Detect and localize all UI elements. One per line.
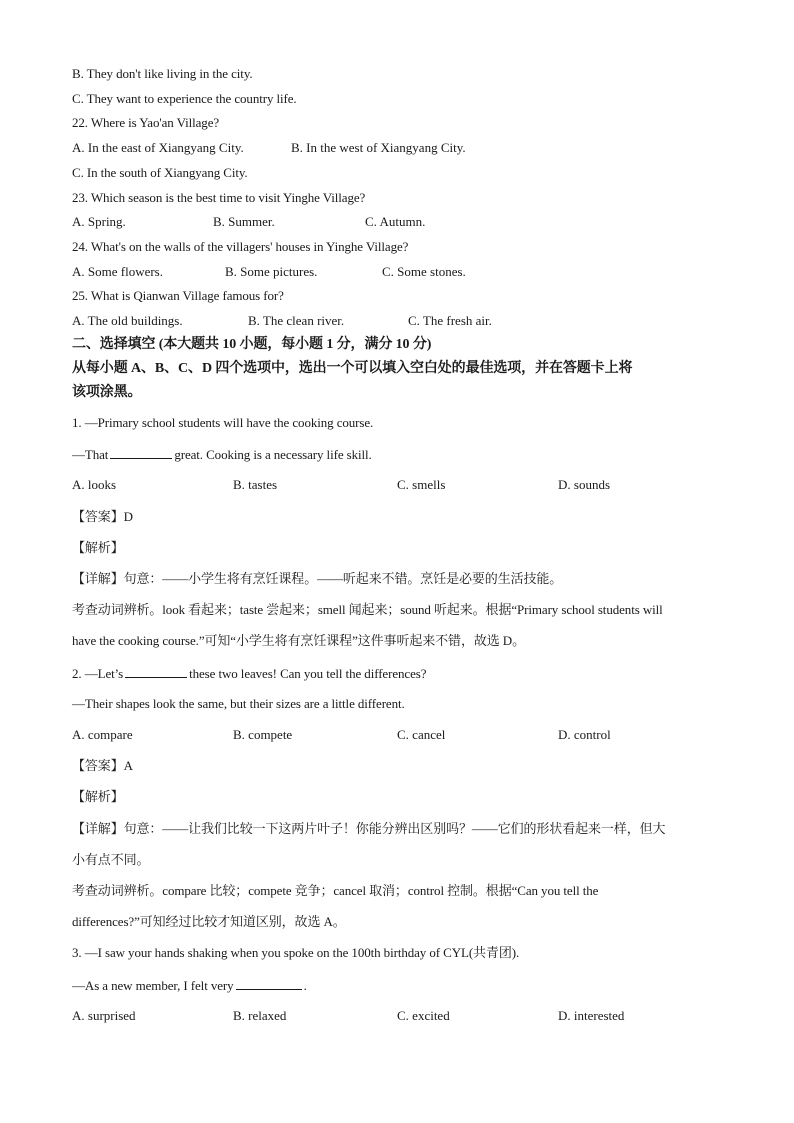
q3-line2-after: . — [303, 978, 307, 993]
q22-option-c: C. In the south of Xiangyang City. — [72, 165, 248, 180]
answer-value: A — [123, 758, 133, 773]
q2-detail-line4: differences?”可知经过比较才知道区别，故选 A。 — [72, 914, 346, 929]
q25-option-c: C. The fresh air. — [408, 313, 492, 328]
q2-option-a: A. compare — [72, 727, 133, 742]
q2-option-c: C. cancel — [397, 727, 446, 742]
answer-blank — [110, 446, 172, 459]
q1-line1: 1. —Primary school students will have the cooking course. — [72, 415, 374, 430]
q25-option-a: A. The old buildings. — [72, 313, 183, 328]
q22-question: 22. Where is Yao'an Village? — [72, 115, 220, 130]
q2-option-d: D. control — [558, 727, 611, 742]
q24-option-c: C. Some stones. — [382, 264, 466, 279]
q1-line2-before: —That — [72, 447, 109, 462]
q2-analysis-label: 【解析】 — [72, 789, 124, 804]
q1-detail-line1: 【详解】句意：——小学生将有烹饪课程。——听起来不错。烹饪是必要的生活技能。 — [72, 571, 563, 586]
q22-option-b: B. In the west of Xiangyang City. — [291, 140, 466, 155]
q24-option-a: A. Some flowers. — [72, 264, 163, 279]
q1-option-a: A. looks — [72, 477, 117, 492]
q3-option-d: D. interested — [558, 1008, 625, 1023]
q2-detail-line2: 小有点不同。 — [72, 852, 150, 867]
q25-question: 25. What is Qianwan Village famous for? — [72, 288, 284, 303]
q23-option-a: A. Spring. — [72, 214, 126, 229]
q2-line2: —Their shapes look the same, but their sizes are a little different. — [72, 696, 405, 711]
q2-answer — [72, 758, 133, 774]
answer-label: 【答案】 — [72, 509, 124, 524]
answer-value: D — [123, 509, 133, 524]
q1-option-c: C. smells — [397, 477, 446, 492]
q2-detail-line1: 【详解】句意：——让我们比较一下这两片叶子！你能分辨出区别吗？——它们的形状看起来一样，但大 — [72, 821, 666, 836]
q3-line1: 3. —I saw your hands shaking when you spoke on the 100th birthday of CYL(共青团). — [72, 945, 520, 960]
answer-label: 【答案】 — [72, 758, 124, 773]
q24-question: 24. What's on the walls of the villagers' houses in Yinghe Village? — [72, 239, 409, 254]
q23-option-c: C. Autumn. — [365, 214, 426, 229]
q23-option-b: B. Summer. — [213, 214, 275, 229]
q25-option-b: B. The clean river. — [248, 313, 345, 328]
q1-answer — [72, 509, 133, 525]
q22-option-a: A. In the east of Xiangyang City. — [72, 140, 244, 155]
answer-blank — [236, 977, 302, 990]
q21-option-b: B. They don't like living in the city. — [72, 66, 253, 81]
q3-option-a: A. surprised — [72, 1008, 136, 1023]
q3-line2-before: —As a new member, I felt very — [72, 978, 234, 993]
q2-detail-line3: 考查动词辨析。compare 比较；compete 竞争；cancel 取消；control 控制。根据“Can you tell the — [72, 883, 599, 898]
answer-blank — [125, 665, 187, 678]
q1-line2-after: great. Cooking is a necessary life skill. — [174, 447, 372, 462]
q2-line1 — [72, 665, 426, 682]
q23-question: 23. Which season is the best time to visit Yinghe Village? — [72, 190, 366, 205]
q1-detail-line3: have the cooking course.”可知“小学生将有烹饪课程”这件事听起来不错，故选 D。 — [72, 633, 525, 648]
q2-line1-before: 2. —Let’s — [72, 666, 124, 681]
section2-instruction-line1: 从每小题 A、B、C、D 四个选项中，选出一个可以填入空白处的最佳选项，并在答题卡上将 — [72, 361, 633, 376]
section2-title: 二、选择填空 (本大题共 10 小题，每小题 1 分，满分 10 分) — [72, 337, 432, 352]
q3-line2 — [72, 977, 307, 994]
q3-option-b: B. relaxed — [233, 1008, 287, 1023]
q21-option-c: C. They want to experience the country life. — [72, 91, 297, 106]
q3-option-c: C. excited — [397, 1008, 450, 1023]
section2-instruction-line2: 该项涂黑。 — [72, 385, 142, 400]
q2-line1-after: these two leaves! Can you tell the differences? — [189, 666, 427, 681]
q2-option-b: B. compete — [233, 727, 293, 742]
q1-option-d: D. sounds — [558, 477, 611, 492]
q1-line2 — [72, 446, 372, 463]
q1-analysis-label: 【解析】 — [72, 540, 124, 555]
q24-option-b: B. Some pictures. — [225, 264, 318, 279]
q1-detail-line2: 考查动词辨析。look 看起来；taste 尝起来；smell 闻起来；sound 听起来。根据“Primary school students will — [72, 602, 663, 617]
q1-option-b: B. tastes — [233, 477, 278, 492]
